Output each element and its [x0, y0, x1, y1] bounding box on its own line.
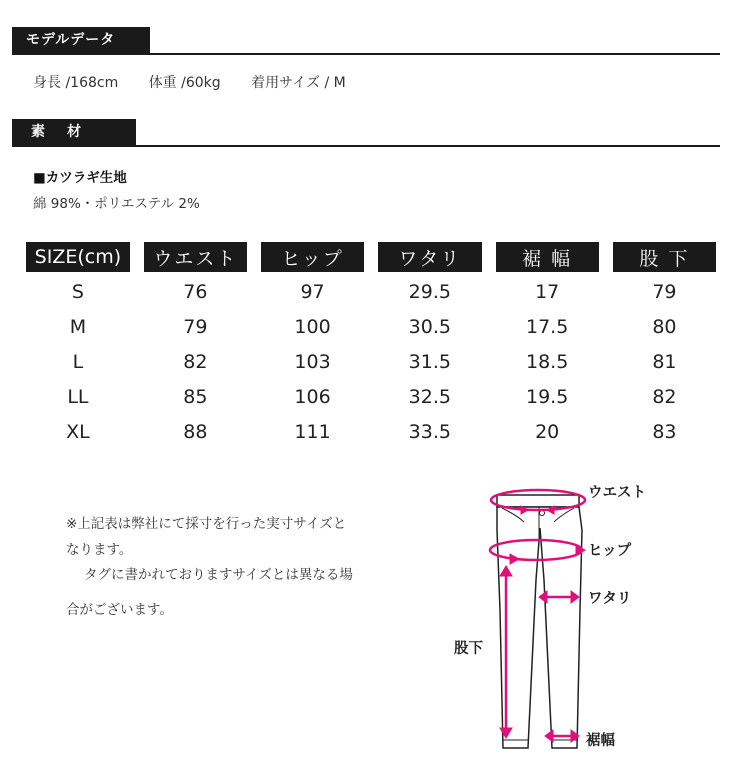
table-cell: 103 [294, 350, 331, 373]
col-header-size: SIZE(cm) [26, 242, 130, 272]
col-header-waist: ウエスト [144, 242, 247, 272]
size-table-header-row [26, 242, 716, 272]
note-line-2: なります。 [66, 542, 133, 558]
table-cell: 18.5 [526, 350, 569, 373]
table-cell: 82 [652, 385, 677, 408]
table-row [26, 379, 716, 414]
table-cell: S [71, 280, 84, 303]
note-line-4: 合がございます。 [66, 602, 173, 618]
table-cell: XL [66, 420, 90, 443]
thigh-arrowhead-left [539, 591, 547, 603]
table-cell: 85 [183, 385, 208, 408]
table-cell: L [72, 350, 84, 373]
note-line-1: ※上記表は弊社にて採寸を行った実寸サイズと [66, 516, 347, 532]
table-cell: 20 [535, 420, 560, 443]
table-cell: 97 [300, 280, 325, 303]
table-cell: 81 [652, 350, 677, 373]
fabric-composition: 綿 98%・ポリエステル 2% [33, 196, 200, 212]
table-row [26, 309, 716, 344]
table-cell: 76 [183, 280, 208, 303]
waistband-shape [497, 495, 579, 507]
hem-label: 裾幅 [586, 733, 615, 749]
hip-label: ヒップ [588, 543, 632, 559]
table-cell: 19.5 [526, 385, 569, 408]
table-cell: 82 [183, 350, 208, 373]
model-data-header-bar [12, 27, 720, 55]
model-size: 着用サイズ / M [251, 75, 346, 91]
hem-arrowhead-left [545, 730, 553, 742]
waist-label: ウエスト [588, 485, 646, 501]
fabric-name: ■カツラギ生地 [33, 170, 127, 186]
table-cell: 17.5 [526, 315, 569, 338]
table-cell: 30.5 [408, 315, 451, 338]
table-cell: 33.5 [408, 420, 451, 443]
table-cell: 83 [652, 420, 677, 443]
col-header-thigh: ワタリ [378, 242, 481, 272]
table-cell: 100 [294, 315, 331, 338]
pants-illustration [440, 470, 730, 770]
table-cell: 79 [183, 315, 208, 338]
pants-measurement-diagram [440, 470, 730, 770]
table-cell: 79 [652, 280, 677, 303]
table-cell: 29.5 [408, 280, 451, 303]
model-weight: 体重 /60kg [148, 75, 221, 91]
table-cell: 32.5 [408, 385, 451, 408]
table-row [26, 414, 716, 449]
table-cell: M [69, 315, 87, 338]
model-height: 身長 /168cm [33, 75, 119, 91]
table-cell: 111 [294, 420, 331, 443]
thigh-label: ワタリ [588, 591, 632, 607]
table-cell: 31.5 [408, 350, 451, 373]
model-data-heading: モデルデータ [12, 27, 150, 53]
inseam-label: 股下 [454, 641, 483, 657]
size-table [12, 242, 730, 449]
model-info [33, 72, 372, 92]
table-cell: 106 [294, 385, 331, 408]
table-cell: LL [67, 385, 89, 408]
col-header-inseam: 股 下 [613, 242, 716, 272]
table-row [26, 272, 716, 309]
table-cell: 17 [535, 280, 560, 303]
col-header-hem: 裾 幅 [496, 242, 599, 272]
table-cell: 80 [652, 315, 677, 338]
material-heading: 素材 [12, 119, 136, 145]
table-row [26, 344, 716, 379]
table-cell: 88 [183, 420, 208, 443]
note-line-3: タグに書かれておりますサイズとは異なる場 [84, 567, 353, 583]
material-header-bar [12, 119, 720, 147]
col-header-hip: ヒップ [261, 242, 364, 272]
